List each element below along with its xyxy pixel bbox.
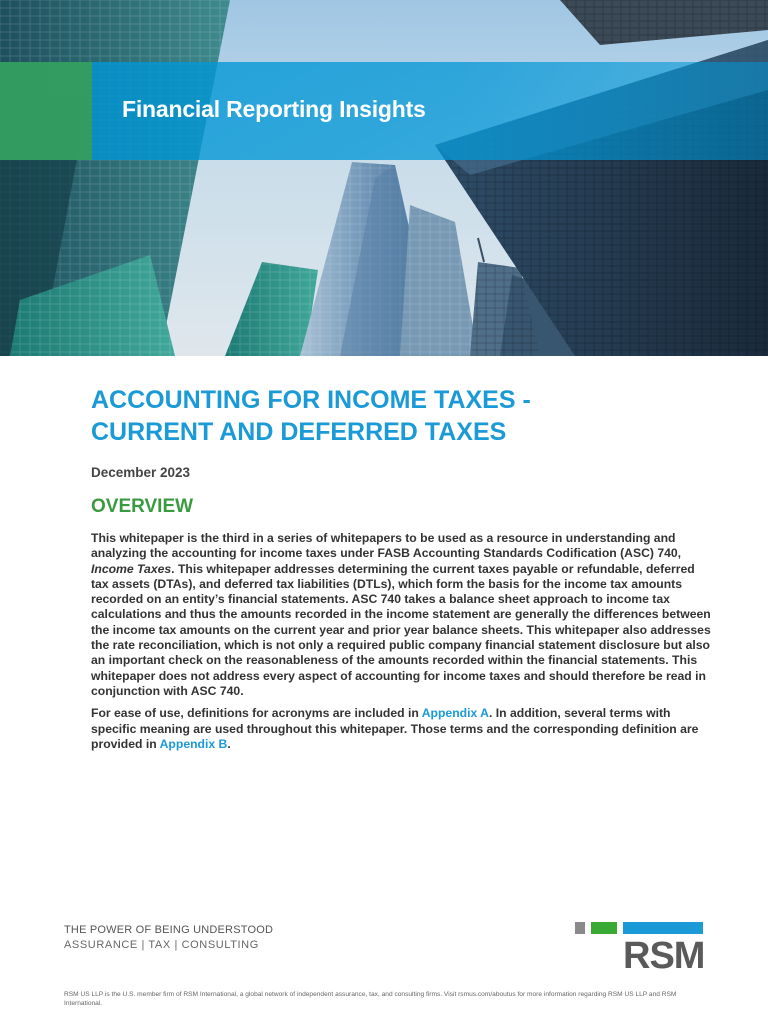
footer-disclaimer: RSM US LLP is the U.S. member firm of RSM International, a global network of independent assurance, tax, and consulting firms. Visit rsmus.com/aboutus for more information regarding RSM US LLP and RSM International. [64, 991, 677, 1007]
overview-body [91, 531, 711, 759]
overview-p2-text-b: . In addition, several terms with specific meaning are used throughout this whitepaper. Those terms and the corresponding definition are provided in [91, 706, 699, 751]
logo-blue-bar [623, 922, 703, 934]
publication-title: Financial Reporting Insights [122, 96, 426, 122]
logo-gray-bar [575, 922, 585, 934]
overview-p1-italic: Income Taxes [91, 561, 172, 576]
overview-paragraph-2 [91, 706, 711, 752]
footer-services: ASSURANCE | TAX | CONSULTING [64, 939, 259, 951]
overview-p2-text-a: For ease of use, definitions for acronyms are included in [91, 706, 422, 721]
overview-paragraph-1 [91, 531, 711, 699]
logo-wordmark: RSM [623, 935, 705, 977]
overview-heading: OVERVIEW [91, 496, 194, 517]
appendix-b-link[interactable]: Appendix B [159, 736, 228, 751]
overview-p1-text-a: This whitepaper is the third in a series of whitepapers to be used as a resource in understanding and analyzing the accounting for income taxes under FASB Accounting Standards Codification (ASC) 740, [91, 531, 682, 561]
document-title [91, 384, 711, 448]
rsm-logo [575, 922, 703, 978]
appendix-a-link[interactable]: Appendix A [421, 706, 489, 721]
overview-p1-text-b: . This whitepaper addresses determining the current taxes payable or refundable, deferred tax assets (DTAs), and deferred tax liabilities (DTLs), which form the basis for the income tax amounts recorded on an entity’s financial statements. ASC 740 takes a balance sheet approach to income tax calculations and thus the amounts recorded in the income statement are generally the differences between the income tax amounts on the current year and prior year balance sheets. This whitepaper also addresses the rate reconciliation, which is not only a required public company financial statement disclosure but also an important check on the reasonableness of the amounts recorded within the financial statements. This whitepaper does not address every aspect of accounting for income taxes and should therefore be read in conjunction with ASC 740. [91, 561, 711, 698]
skyscrapers-illustration [0, 0, 768, 356]
banner-green-accent [0, 62, 92, 160]
logo-green-bar [591, 922, 617, 934]
hero-image [0, 0, 768, 356]
overview-p2-text-c: . [227, 736, 231, 751]
document-title-line-1: ACCOUNTING FOR INCOME TAXES - [91, 386, 531, 414]
document-title-line-2: CURRENT AND DEFERRED TAXES [91, 418, 507, 446]
document-date: December 2023 [91, 465, 191, 480]
footer-tagline: THE POWER OF BEING UNDERSTOOD [64, 924, 274, 936]
